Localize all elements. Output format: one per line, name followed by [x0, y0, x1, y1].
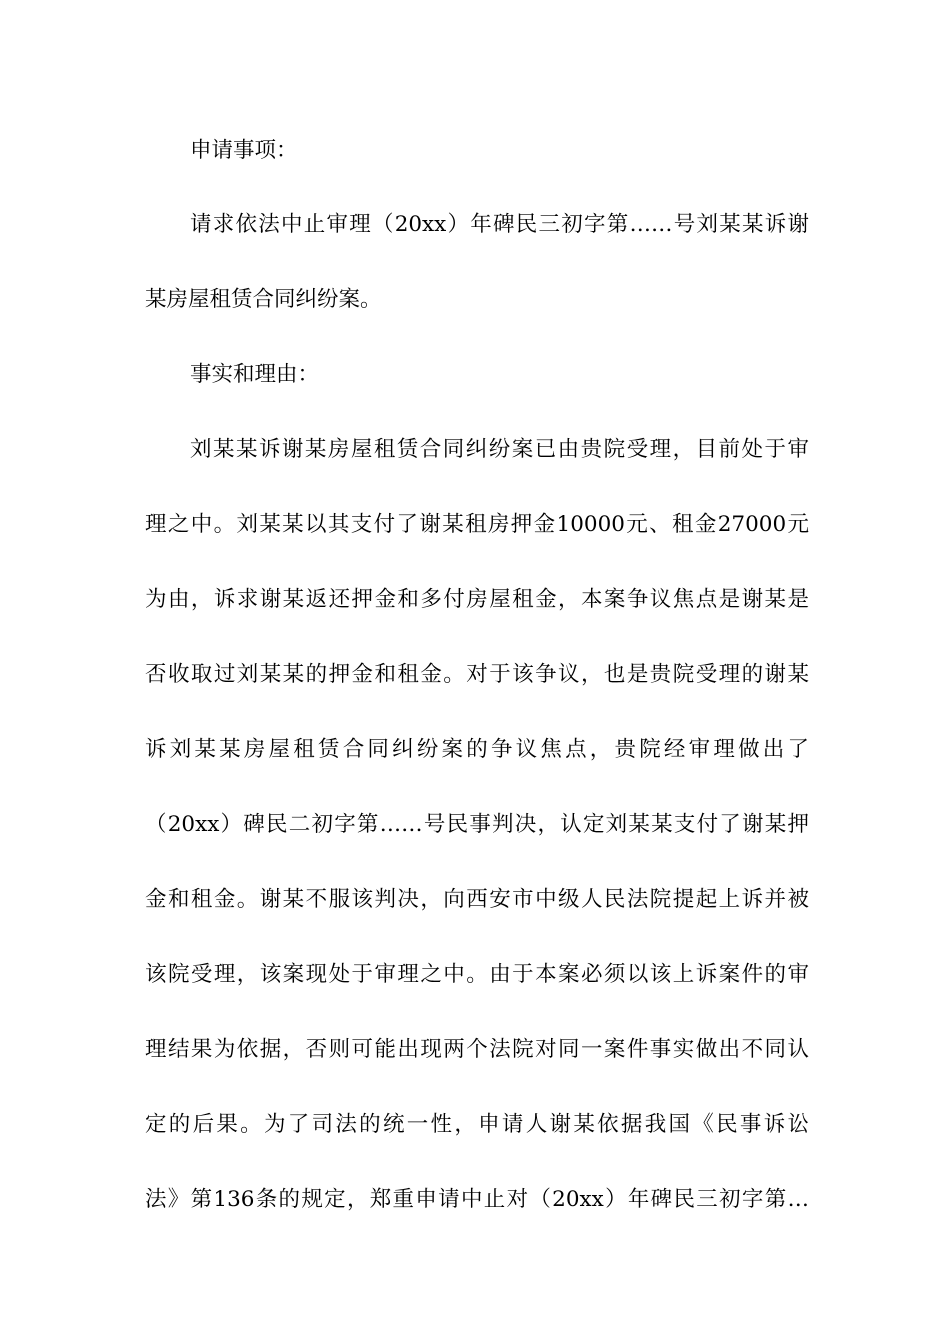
heading-facts: 事实和理由：: [190, 362, 320, 387]
facts-line-7: 金和租金。谢某不服该判决，向西安市中级人民法院提起上诉并被: [145, 887, 809, 912]
facts-line-1: 刘某某诉谢某房屋租赁合同纠纷案已由贵院受理，目前处于审: [190, 437, 809, 462]
facts-line-10: 定的后果。为了司法的统一性，申请人谢某依据我国《民事诉讼: [145, 1112, 809, 1137]
heading-request: 申请事项：: [190, 138, 298, 163]
facts-line-9: 理结果为依据，否则可能出现两个法院对同一案件事实做出不同认: [145, 1037, 809, 1062]
facts-line-4: 否收取过刘某某的押金和租金。对于该争议，也是贵院受理的谢某: [145, 662, 809, 687]
facts-line-8: 该院受理，该案现处于审理之中。由于本案必须以该上诉案件的审: [145, 962, 809, 987]
facts-line-6: （20xx）碑民二初字第……号民事判决，认定刘某某支付了谢某押: [145, 812, 809, 837]
facts-line-5: 诉刘某某房屋租赁合同纠纷案的争议焦点，贵院经审理做出了: [145, 737, 809, 762]
facts-line-2: 理之中。刘某某以其支付了谢某租房押金10000元、租金27000元: [145, 512, 809, 537]
request-line-2: 某房屋租赁合同纠纷案。: [145, 287, 382, 312]
request-line-1: 请求依法中止审理（20xx）年碑民三初字第……号刘某某诉谢: [190, 212, 809, 237]
facts-line-3: 为由，诉求谢某返还押金和多付房屋租金，本案争议焦点是谢某是: [145, 587, 809, 612]
facts-line-11: 法》第136条的规定，郑重申请中止对（20xx）年碑民三初字第…: [145, 1187, 809, 1212]
